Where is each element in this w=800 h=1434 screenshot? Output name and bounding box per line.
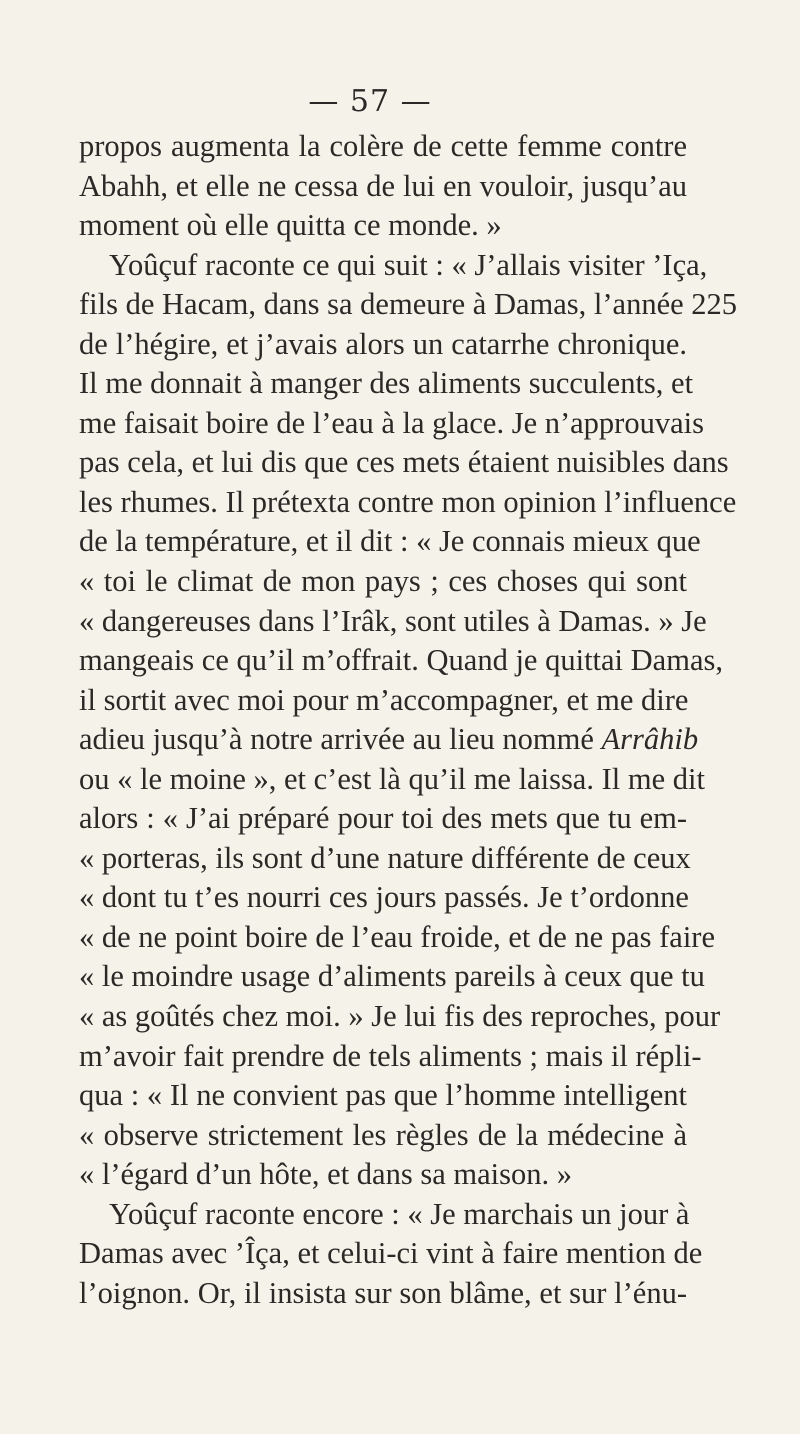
- body-text: [79, 127, 738, 1313]
- text-line: Il me donnait à manger des aliments succulents, et: [79, 366, 694, 401]
- text-line: les rhumes. Il prétexta contre mon opinion l’influence: [79, 484, 737, 519]
- text-line: mangeais ce qu’il m’offrait. Quand je quittai Damas,: [79, 643, 723, 678]
- text-line: « dangereuses dans l’Irâk, sont utiles à Damas. » Je: [79, 603, 707, 638]
- text-line: me faisait boire de l’eau à la glace. Je n’approuvais: [79, 405, 704, 440]
- text-line: « dont tu t’es nourri ces jours passés. Je t’ordonne: [79, 880, 689, 915]
- text-line: l’oignon. Or, il insista sur son blâme, et sur l’énu-: [79, 1275, 687, 1310]
- text-line-with-italic: [79, 720, 699, 760]
- text-line: il sortit avec moi pour m’accompagner, et me dire: [79, 682, 689, 717]
- text-line: Yoûçuf raconte ce qui suit : « J’allais visiter ’Iça,: [109, 247, 708, 282]
- text-line: Yoûçuf raconte encore : « Je marchais un jour à: [109, 1196, 690, 1231]
- text-line: « l’égard d’un hôte, et dans sa maison. »: [79, 1157, 572, 1192]
- text-line: alors : « J’ai préparé pour toi des mets que tu em-: [79, 801, 687, 836]
- text-line: moment où elle quitta ce monde. »: [79, 208, 502, 243]
- text-line: de la température, et il dit : « Je connais mieux que: [79, 524, 701, 559]
- text-line: qua : « Il ne convient pas que l’homme intelligent: [79, 1078, 687, 1113]
- text-line: ou « le moine », et c’est là qu’il me laissa. Il me dit: [79, 761, 705, 796]
- text-line: propos augmenta la colère de cette femme contre: [79, 129, 687, 163]
- text-line: « observe strictement les règles de la médecine à: [79, 1117, 687, 1152]
- text-line-part: adieu jusqu’à notre arrivée au lieu nommé: [79, 722, 602, 757]
- page-number: — 57 —: [308, 84, 432, 119]
- text-line: « toi le climat de mon pays ; ces choses qui sont: [79, 564, 687, 599]
- text-line: m’avoir fait prendre de tels aliments ; mais il répli-: [79, 1038, 702, 1073]
- italic-place-name: Arrâhib: [601, 722, 699, 757]
- text-line: « porteras, ils sont d’une nature différente de ceux: [79, 840, 691, 875]
- text-line: Damas avec ’Îça, et celui-ci vint à faire mention de: [79, 1236, 703, 1271]
- text-line: « as goûtés chez moi. » Je lui fis des reproches, pour: [79, 999, 721, 1034]
- text-line: de l’hégire, et j’avais alors un catarrhe chronique.: [79, 326, 687, 361]
- text-line: Abahh, et elle ne cessa de lui en vouloir, jusqu’au: [79, 168, 687, 203]
- text-line: « de ne point boire de l’eau froide, et de ne pas faire: [79, 919, 715, 954]
- text-line: fils de Hacam, dans sa demeure à Damas, l’année 225: [79, 287, 738, 322]
- text-line: pas cela, et lui dis que ces mets étaient nuisibles dans: [79, 445, 729, 480]
- text-line: « le moindre usage d’aliments pareils à ceux que tu: [79, 959, 705, 994]
